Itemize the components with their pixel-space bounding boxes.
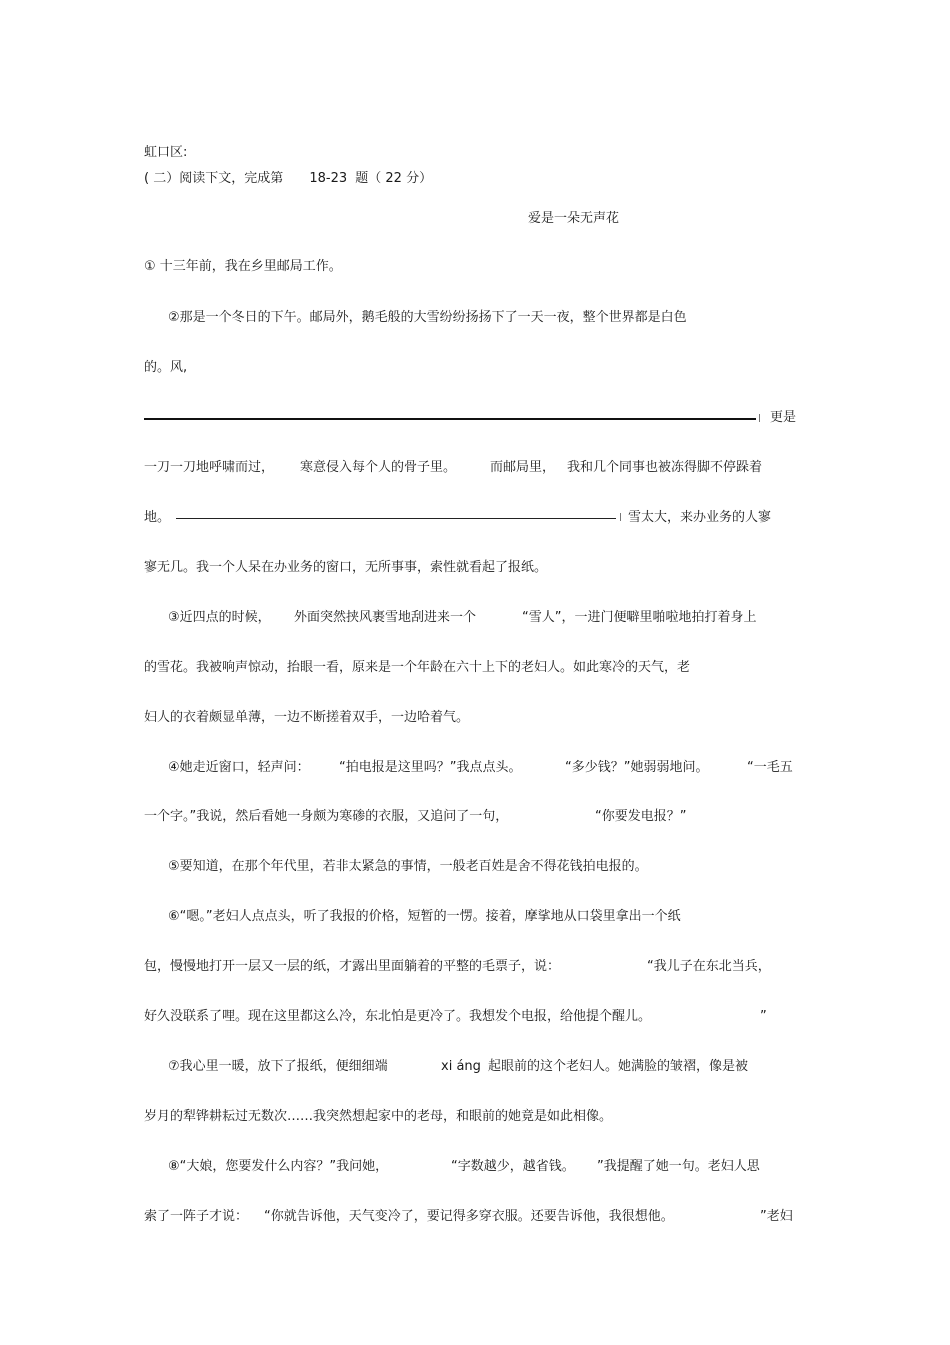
paragraph-2-line-4d: 我和几个同事也被冻得脚不停跺着 [567,460,763,475]
paragraph-2-line-5a: 地。 [144,510,171,525]
paragraph-7-line-1b: xi áng [441,1059,481,1074]
paragraph-8-line-2b: “你就告诉他，天气变冷了，要记得多穿衣服。还要告诉他，我很想他。 [264,1209,674,1224]
blank-end-mark-2 [620,513,621,521]
paragraph-3-line-1b: 外面突然挟风裹雪地刮进来一个 [294,610,477,625]
section-instruction [144,170,432,188]
paragraph-3-line-2: 的雪花。我被响声惊动，抬眼一看，原来是一个年龄在六十上下的老妇人。如此寒冷的天气，老 [144,660,691,675]
paragraph-4-line-1b: “拍电报是这里吗？”我点点头。 [339,760,522,775]
paragraph-2-line-4c: 而邮局里， [490,460,556,475]
paragraph-5: ⑤要知道，在那个年代里，若非太紧急的事情，一般老百姓是舍不得花钱拍电报的。 [168,859,648,874]
paragraph-2-line-3: 更是 [770,410,797,425]
paragraph-4-line-1c: “多少钱？”她弱弱地问。 [565,760,709,775]
paragraph-6-line-2b: “我儿子在东北当兵， [647,959,771,974]
paragraph-6-line-3b: ” [760,1009,767,1024]
paragraph-2-line-6: 寥无几。我一个人呆在办业务的窗口，无所事事，索性就看起了报纸。 [144,560,548,575]
paragraph-4-line-1a: ④她走近窗口，轻声问： [168,760,310,775]
paragraph-4-line-2a: 一个字。”我说，然后看她一身颇为寒碜的衣服，又追问了一句， [144,809,509,824]
section-prefix: ( 二）阅读下文，完成第 [144,171,284,186]
paragraph-6-line-3a: 好久没联系了哩。现在这里都这么冷，东北怕是更冷了。我想发个电报，给他提个醒儿。 [144,1009,652,1024]
paragraph-2-line-5b: 雪太大，来办业务的人寥 [628,510,772,525]
answer-blank-line-1[interactable] [144,418,756,420]
paragraph-7-line-2: 岁月的犁铧耕耘过无数次……我突然想起家中的老母，和眼前的她竟是如此相像。 [144,1109,613,1124]
district-label: 虹口区: [144,145,188,160]
paragraph-8-line-2c: ”老妇 [760,1209,793,1224]
paragraph-2-line-2: 的。风, [144,360,188,375]
blank-end-mark [759,414,760,422]
paragraph-2-line-1: ②那是一个冬日的下午。邮局外，鹅毛般的大雪纷纷扬扬下了一天一夜，整个世界都是白色 [168,310,687,325]
paragraph-8-line-1c: ”我提醒了她一句。老妇人思 [597,1159,760,1174]
paragraph-3-line-1c: “雪人”，一进门便噼里啪啦地拍打着身上 [522,610,757,625]
paragraph-8-line-1a: ⑧“大娘，您要发什么内容？”我问她， [168,1159,389,1174]
paragraph-2-line-4a: 一刀一刀地呼啸而过， [144,460,275,475]
paragraph-1: ① 十三年前，我在乡里邮局工作。 [144,259,342,274]
paragraph-2-line-4b: 寒意侵入每个人的骨子里。 [300,460,457,475]
paragraph-4-line-2b: “你要发电报？” [595,809,687,824]
paragraph-6-line-1: ⑥“嗯。”老妇人点点头，听了我报的价格，短暂的一愣。接着，摩挲地从口袋里拿出一个纸 [168,909,681,924]
paragraph-3-line-3: 妇人的衣着颇显单薄，一边不断搓着双手，一边哈着气。 [144,710,470,725]
section-suffix: 题（ 22 分） [355,171,433,186]
paragraph-7-line-1c: 起眼前的这个老妇人。她满脸的皱褶，像是被 [488,1059,749,1074]
paragraph-6-line-2a: 包，慢慢地打开一层又一层的纸，才露出里面躺着的平整的毛票子，说： [144,959,561,974]
section-range: 18-23 [309,171,348,186]
paragraph-4-line-1d: “一毛五 [747,760,793,775]
paragraph-8-line-2a: 索了一阵子才说： [144,1209,249,1224]
paragraph-7-line-1a: ⑦我心里一暖，放下了报纸，便细细端 [168,1059,388,1074]
paragraph-8-line-1b: “字数越少，越省钱。 [451,1159,575,1174]
article-title: 爱是一朵无声花 [528,211,620,226]
answer-blank-line-2[interactable] [176,518,616,519]
paragraph-3-line-1a: ③近四点的时候， [168,610,271,625]
